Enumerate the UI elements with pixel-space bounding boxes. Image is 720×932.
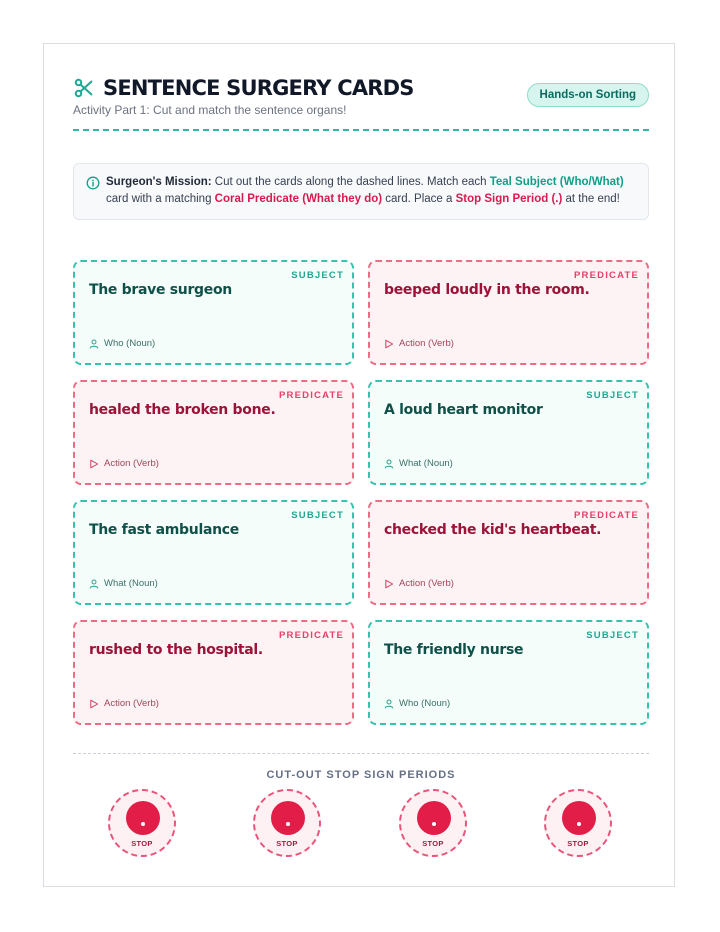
play-icon (89, 459, 99, 469)
stop-sign-icon (562, 801, 596, 835)
card-role-label: Who (Noun) (104, 338, 156, 349)
card-role-label: Action (Verb) (104, 458, 159, 469)
card-phrase: rushed to the hospital. (89, 642, 263, 658)
card-tag: SUBJECT (291, 270, 344, 281)
mission-text-3: card. Place a (382, 193, 456, 205)
play-icon (384, 579, 394, 589)
card-phrase: checked the kid's heartbeat. (384, 522, 602, 538)
mission-lead: Surgeon's Mission: (106, 176, 212, 188)
mission-box (73, 163, 649, 220)
stop-sign-cutout[interactable] (399, 789, 467, 857)
title-row (73, 76, 414, 100)
card-tag: PREDICATE (574, 510, 639, 521)
stops-heading: CUT-OUT STOP SIGN PERIODS (266, 769, 456, 781)
card-role-label: Action (Verb) (399, 338, 454, 349)
card-phrase: beeped loudly in the room. (384, 282, 590, 298)
person-icon (384, 459, 394, 469)
subject-card[interactable] (368, 380, 649, 485)
info-icon (86, 176, 100, 190)
page-subtitle: Activity Part 1: Cut and match the sentence organs! (73, 103, 347, 117)
stop-label: STOP (131, 839, 153, 848)
play-icon (89, 699, 99, 709)
card-tag: PREDICATE (279, 390, 344, 401)
predicate-card[interactable] (368, 500, 649, 605)
card-phrase: The fast ambulance (89, 522, 239, 538)
card-role (384, 338, 454, 349)
card-role (89, 578, 158, 589)
scissors-icon (73, 77, 95, 99)
subject-card[interactable] (73, 260, 354, 365)
card-phrase: A loud heart monitor (384, 402, 543, 418)
card-tag: SUBJECT (586, 630, 639, 641)
card-tag: SUBJECT (291, 510, 344, 521)
person-icon (89, 339, 99, 349)
card-tag: PREDICATE (574, 270, 639, 281)
card-role-label: What (Noun) (104, 578, 158, 589)
predicate-card[interactable] (73, 620, 354, 725)
stop-label: STOP (422, 839, 444, 848)
card-role (89, 698, 159, 709)
card-phrase: healed the broken bone. (89, 402, 276, 418)
play-icon (384, 339, 394, 349)
card-role-label: What (Noun) (399, 458, 453, 469)
person-icon (89, 579, 99, 589)
stop-sign-cutout[interactable] (253, 789, 321, 857)
subject-card[interactable] (368, 620, 649, 725)
worksheet (43, 43, 675, 887)
page-title: SENTENCE SURGERY CARDS (103, 76, 414, 100)
stops-divider (73, 753, 649, 754)
stop-sign-icon (417, 801, 451, 835)
stop-sign-cutout[interactable] (108, 789, 176, 857)
stop-label: STOP (276, 839, 298, 848)
card-role-label: Who (Noun) (399, 698, 451, 709)
mission-coral-phrase: Coral Predicate (What they do) (214, 193, 383, 205)
mission-text-4: at the end! (562, 193, 620, 205)
predicate-card[interactable] (368, 260, 649, 365)
card-phrase: The brave surgeon (89, 282, 232, 298)
stop-sign-cutout[interactable] (544, 789, 612, 857)
card-tag: SUBJECT (586, 390, 639, 401)
card-phrase: The friendly nurse (384, 642, 524, 658)
card-role (384, 458, 453, 469)
predicate-card[interactable] (73, 380, 354, 485)
card-role-label: Action (Verb) (399, 578, 454, 589)
person-icon (384, 699, 394, 709)
mission-teal-phrase: Teal Subject (Who/What) (489, 176, 624, 188)
header-divider (73, 129, 649, 131)
card-role-label: Action (Verb) (104, 698, 159, 709)
mission-text-2: card with a matching (106, 193, 215, 205)
card-tag: PREDICATE (279, 630, 344, 641)
card-role (384, 578, 454, 589)
card-role (384, 698, 450, 709)
header (73, 73, 649, 133)
mission-text-1: Cut out the cards along the dashed lines. Match each (211, 176, 490, 188)
stop-sign-icon (126, 801, 160, 835)
mission-stop-phrase: Stop Sign Period (.) (455, 193, 563, 205)
subject-card[interactable] (73, 500, 354, 605)
hands-on-badge: Hands-on Sorting (527, 83, 649, 107)
stop-sign-icon (271, 801, 305, 835)
card-role (89, 338, 155, 349)
card-role (89, 458, 159, 469)
stop-label: STOP (567, 839, 589, 848)
